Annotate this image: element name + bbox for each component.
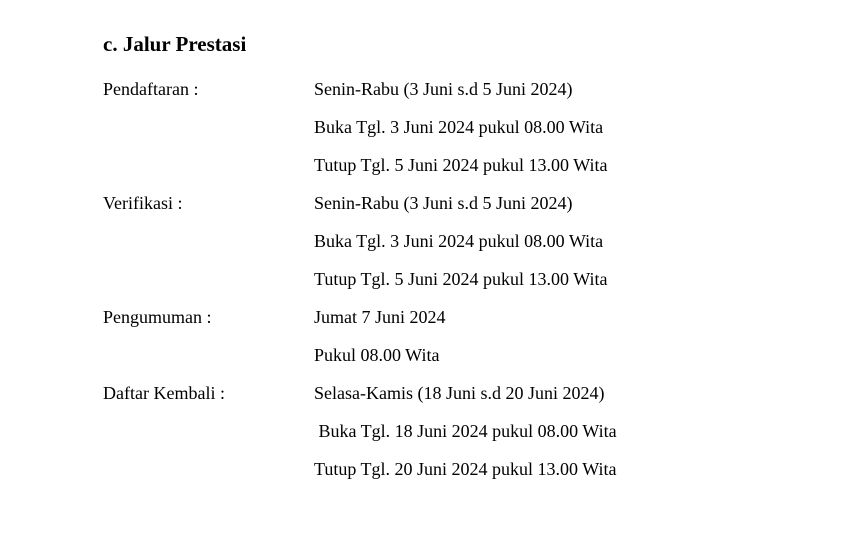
schedule-line: Tutup Tgl. 5 Juni 2024 pukul 13.00 Wita — [314, 269, 608, 289]
schedule-line: Buka Tgl. 18 Juni 2024 pukul 08.00 Wita — [314, 421, 617, 441]
schedule-section-daftar-kembali — [103, 374, 823, 488]
section-heading: c. Jalur Prestasi — [103, 32, 247, 56]
section-lines — [314, 70, 823, 184]
schedule-list — [103, 70, 823, 488]
schedule-line: Tutup Tgl. 20 Juni 2024 pukul 13.00 Wita — [314, 459, 617, 479]
schedule-line: Buka Tgl. 3 Juni 2024 pukul 08.00 Wita — [314, 231, 604, 251]
schedule-line: Senin-Rabu (3 Juni s.d 5 Juni 2024) — [314, 193, 573, 213]
schedule-line: Jumat 7 Juni 2024 — [314, 307, 446, 327]
section-lines — [314, 374, 823, 488]
schedule-section-pengumuman — [103, 298, 823, 374]
section-label: Verifikasi : — [103, 193, 183, 213]
schedule-line: Buka Tgl. 3 Juni 2024 pukul 08.00 Wita — [314, 117, 604, 137]
schedule-section-pendaftaran — [103, 70, 823, 184]
section-lines — [314, 298, 823, 374]
schedule-line: Tutup Tgl. 5 Juni 2024 pukul 13.00 Wita — [314, 155, 608, 175]
section-label: Pendaftaran : — [103, 79, 199, 99]
schedule-line: Pukul 08.00 Wita — [314, 345, 440, 365]
schedule-line: Selasa-Kamis (18 Juni s.d 20 Juni 2024) — [314, 383, 605, 403]
section-lines — [314, 184, 823, 298]
section-label: Pengumuman : — [103, 307, 212, 327]
schedule-line: Senin-Rabu (3 Juni s.d 5 Juni 2024) — [314, 79, 573, 99]
document-page — [103, 30, 823, 488]
section-label: Daftar Kembali : — [103, 383, 225, 403]
schedule-section-verifikasi — [103, 184, 823, 298]
